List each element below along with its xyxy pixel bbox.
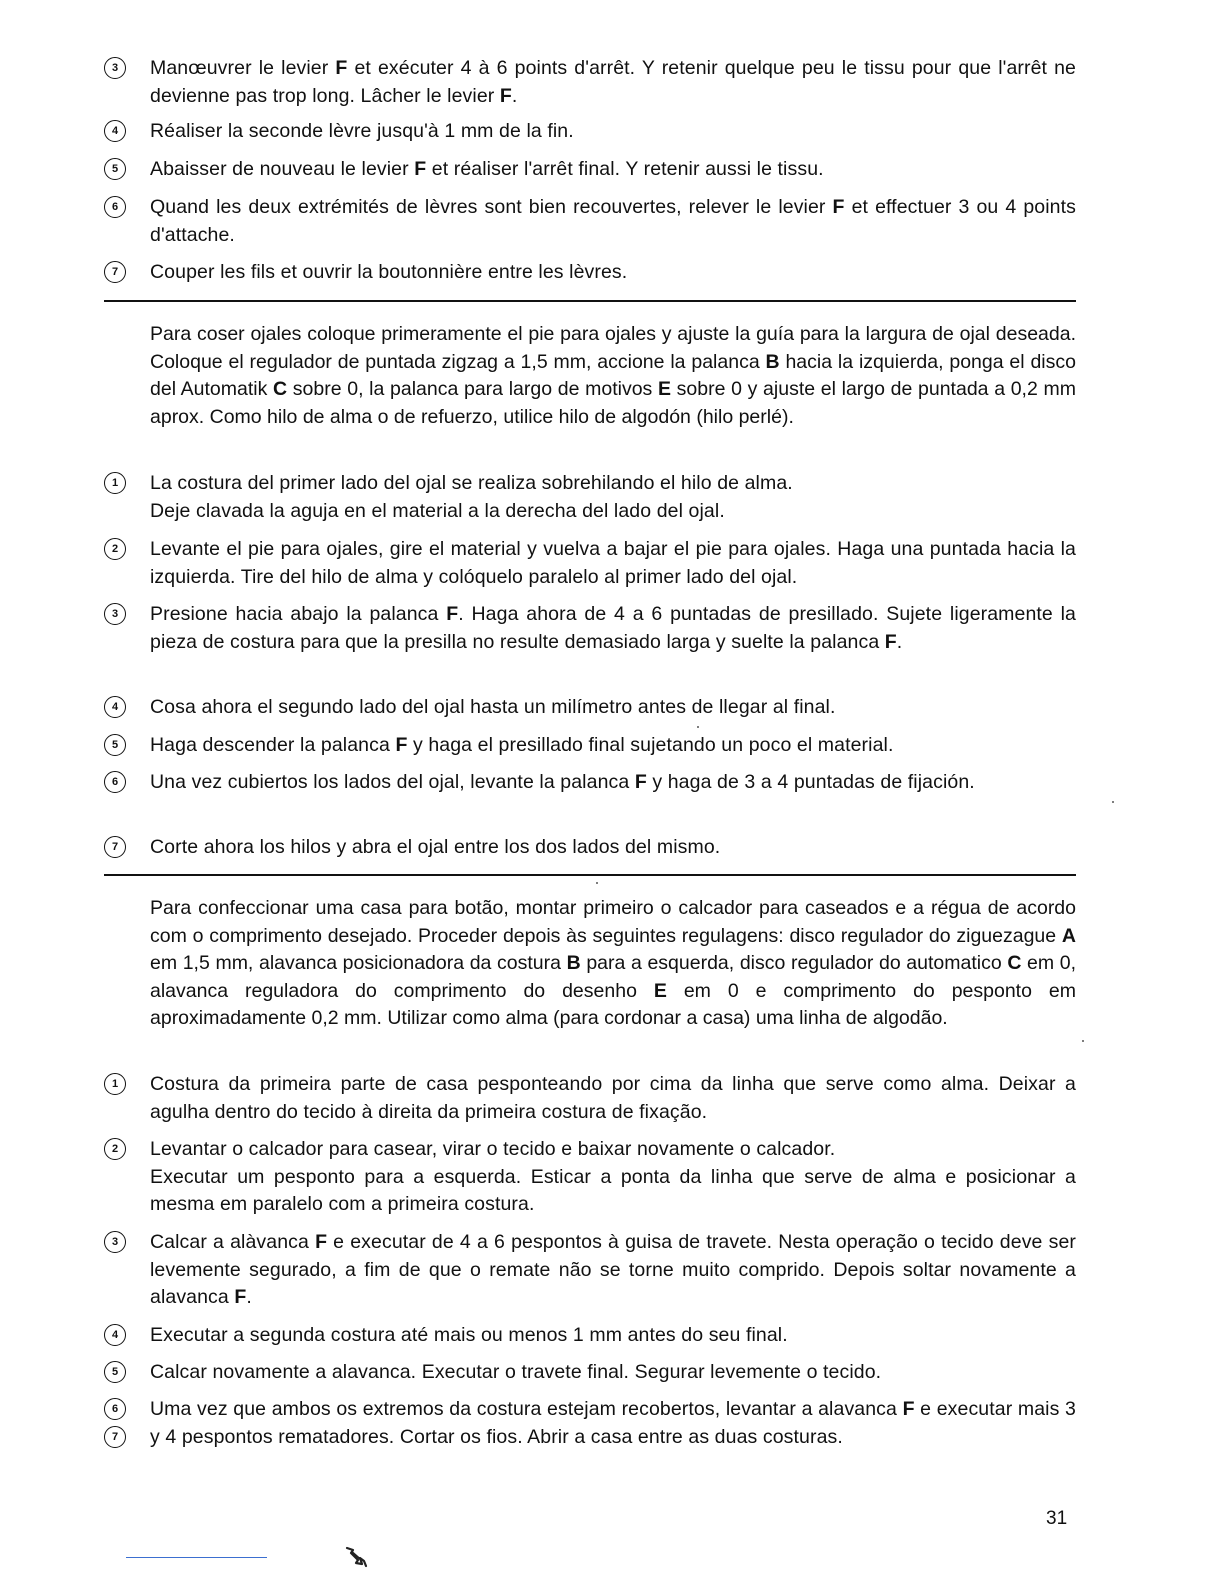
step-text: Corte ahora los hilos y abra el ojal entre los dos lados del mismo. <box>150 836 721 858</box>
step-text: Manœuvrer le levier F et exécuter 4 à 6 points d'arrêt. Y retenir quelque peu le tissu pour que l'arrêt ne devienne pas trop long. Lâcher le levier F. <box>150 57 1076 107</box>
step-number-circle: 7 <box>104 1426 126 1448</box>
scan-mark-icon <box>344 1544 370 1568</box>
step-text: La costura del primer lado del ojal se realiza sobrehilando el hilo de alma. Deje clavada la aguja en el material a la derecha del lado del ojal. <box>150 472 793 522</box>
step-number-circle: 6 <box>104 196 126 218</box>
step-text: Executar a segunda costura até mais ou menos 1 mm antes do seu final. <box>150 1324 788 1346</box>
step-number-circle: 5 <box>104 734 126 756</box>
step-number-circle: 4 <box>104 696 126 718</box>
pt-intro-paragraph: Para confeccionar uma casa para botão, montar primeiro o calcador para caseados e a régua de acordo com o comprimento desejado. Proceder depois às seguintes regulagens: disco regulador do ziguezague A em 1,5 mm, alavanca posicionadora da costura B para a esquerda, disco regulador do automatico C em 0, alavanca reguladora do comprimento do desenho E em 0 e comprimento do pesponto em aproximadamente 0,2 mm. Utilizar como alma (para cordonar a casa) uma linha de algodão. <box>150 897 1077 1029</box>
step-text: Una vez cubiertos los lados del ojal, levante la palanca F y haga de 3 a 4 puntadas de fijación. <box>150 771 975 793</box>
speck <box>1112 801 1114 803</box>
section-divider <box>104 300 1076 302</box>
section-divider <box>104 874 1076 876</box>
step-number-circle: 3 <box>104 1231 126 1253</box>
page-number: 31 <box>1046 1508 1068 1529</box>
step-number-circle: 5 <box>104 158 126 180</box>
step-number-circle: 1 <box>104 472 126 494</box>
es-intro-paragraph: Para coser ojales coloque primeramente el pie para ojales y ajuste la guía para la largura de ojal deseada. Coloque el regulador de puntada zigzag a 1,5 mm, accione la palanca B hacia la izquierda, ponga el disco del Automatik C sobre 0, la palanca para largo de motivos E sobre 0 y ajuste el largo de puntada a 0,2 mm aprox. Como hilo de alma o de refuerzo, utilice hilo de algodón (hilo perlé). <box>150 323 1076 428</box>
step-text: Couper les fils et ouvrir la boutonnière entre les lèvres. <box>150 261 628 283</box>
step-number-circle: 7 <box>104 261 126 283</box>
step-text: Costura da primeira parte de casa pesponteando por cima da linha que serve como alma. Deixar a agulha dentro do tecido à direita da primeira costura de fixação. <box>150 1073 1076 1123</box>
footer-rule <box>126 1557 267 1558</box>
step-text: Calcar novamente a alavanca. Executar o travete final. Segurar levemente o tecido. <box>150 1361 882 1383</box>
step-number-circle: 4 <box>104 1324 126 1346</box>
step-text: Quand les deux extrémités de lèvres sont bien recouvertes, relever le levier F et effectuer 3 ou 4 points d'attache. <box>150 196 1076 246</box>
step-number-circle: 4 <box>104 120 126 142</box>
speck <box>697 726 699 728</box>
speck <box>1082 1040 1084 1042</box>
step-text: Abaisser de nouveau le levier F et réaliser l'arrêt final. Y retenir aussi le tissu. <box>150 158 824 180</box>
step-number-circle: 1 <box>104 1073 126 1095</box>
step-text: Cosa ahora el segundo lado del ojal hasta un milímetro antes de llegar al final. <box>150 696 836 718</box>
step-number-circle: 3 <box>104 603 126 625</box>
step-number-circle: 3 <box>104 57 126 79</box>
step-text: Presione hacia abajo la palanca F. Haga ahora de 4 a 6 puntadas de presillado. Sujete ligeramente la pieza de costura para que la presilla no resulte demasiado larga y suelte la palanca F. <box>150 603 1076 653</box>
step-text: Haga descender la palanca F y haga el presillado final sujetando un poco el material. <box>150 734 894 756</box>
step-text: Uma vez que ambos os extremos da costura estejam recobertos, levantar a alavanca F e executar mais 3 y 4 pespontos rematadores. Cortar os fios. Abrir a casa entre as duas costuras. <box>150 1398 1077 1448</box>
step-number-circle: 6 <box>104 771 126 793</box>
step-text: Levante el pie para ojales, gire el material y vuelva a bajar el pie para ojales. Haga una puntada hacia la izquierda. Tire del hilo de alma y colóquelo paralelo al primer lado del ojal. <box>150 538 1076 588</box>
step-number-circle: 2 <box>104 1138 126 1160</box>
step-number-circle: 7 <box>104 836 126 858</box>
step-number-circle: 5 <box>104 1361 126 1383</box>
step-number-circle: 6 <box>104 1398 126 1420</box>
step-text: Levantar o calcador para casear, virar o tecido e baixar novamente o calcador. Executar um pesponto para a esquerda. Esticar a ponta da linha que serve de alma e posicionar a mesma em paralelo com a primeira costura. <box>150 1138 1076 1215</box>
step-text: Calcar a alàvanca F e executar de 4 a 6 pespontos à guisa de travete. Nesta operação o tecido deve ser levemente segurado, a fim de que o remate não se torne muito comprido. Depois soltar novamente a alavanca F. <box>150 1231 1076 1308</box>
step-text: Réaliser la seconde lèvre jusqu'à 1 mm de la fin. <box>150 120 574 142</box>
speck <box>596 882 598 884</box>
step-number-circle: 2 <box>104 538 126 560</box>
